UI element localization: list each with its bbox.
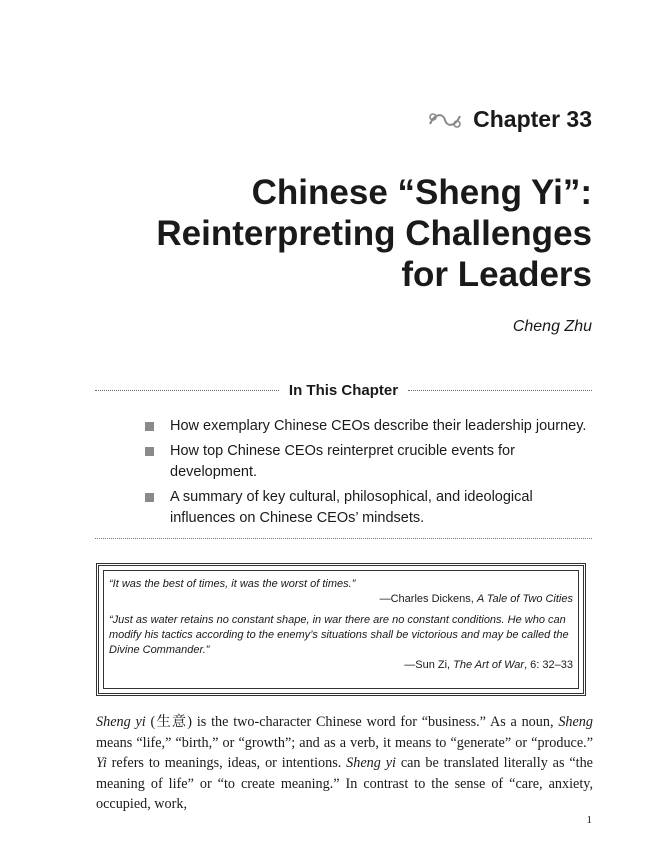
- bullet-item: A summary of key cultural, philosophical, and ideological influences on Chinese CEOs’ mindsets.: [145, 487, 597, 529]
- title-line-1: Chinese “Sheng Yi”:: [251, 173, 592, 212]
- dotted-separator: [95, 538, 592, 539]
- body-paragraph: Sheng yi (生意) is the two-character Chinese word for “business.” As a noun, Sheng means “life,” “birth,” or “growth”; and as a verb, it means to “generate” or “produce.” Yi refers to meanings, ideas, or intentions. Sheng yi can be translated literally as “the meaning of life” or “to create meaning.” In contrast to the sense of “care, anxiety, occupied, work,: [96, 714, 593, 812]
- in-this-chapter-heading: In This Chapter: [288, 382, 399, 399]
- bullet-item: How top Chinese CEOs reinterpret crucible events for development.: [145, 441, 597, 483]
- epigraph-attribution-1: —Charles Dickens, A Tale of Two Cities: [379, 593, 573, 605]
- chapter-number: Chapter 33: [473, 106, 592, 132]
- square-bullet-icon: [145, 422, 154, 431]
- chapter-bullet-list: [145, 416, 597, 533]
- epigraph-attribution-2: —Sun Zi, The Art of War, 6: 32–33: [404, 659, 573, 671]
- epigraph-box: [96, 563, 586, 696]
- epigraph-inner: [103, 570, 579, 689]
- square-bullet-icon: [145, 493, 154, 502]
- in-this-chapter-header: [95, 382, 592, 399]
- scroll-ornament-icon: [427, 109, 463, 131]
- epigraph-quote-1: “It was the best of times, it was the worst of times.”: [109, 578, 356, 590]
- dotted-rule-left: [95, 390, 279, 391]
- dotted-rule-right: [408, 390, 592, 391]
- chapter-label: [427, 106, 592, 133]
- epigraph-quote-2: “Just as water retains no constant shape, in war there are no constant conditions. He who can modify his tactics according to the enemy’s situations shall be victorious and may be called the Divine Commander.”: [109, 614, 569, 656]
- square-bullet-icon: [145, 447, 154, 456]
- chapter-title: [72, 172, 592, 295]
- page-number: 1: [586, 814, 592, 826]
- author-name: Cheng Zhu: [512, 318, 592, 335]
- title-line-3: for Leaders: [401, 255, 592, 294]
- title-line-2: Reinterpreting Challenges: [156, 214, 592, 253]
- bullet-item: How exemplary Chinese CEOs describe their leadership journey.: [145, 416, 597, 437]
